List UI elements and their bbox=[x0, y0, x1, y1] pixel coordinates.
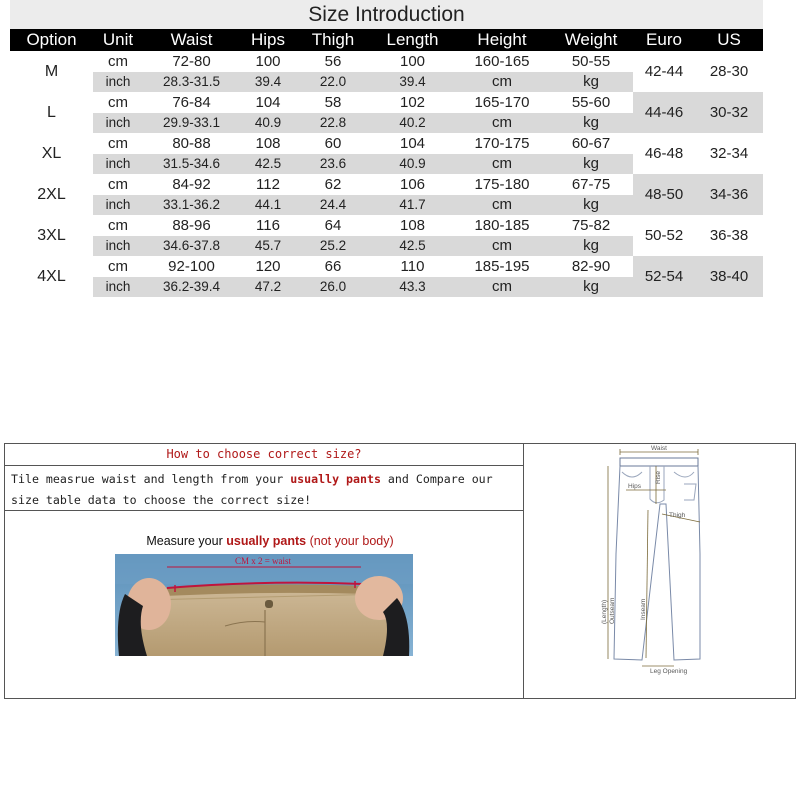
header-option: Option bbox=[10, 29, 93, 51]
cell-waist: 33.1-36.2 bbox=[143, 195, 240, 216]
cell-waist: 34.6-37.8 bbox=[143, 236, 240, 257]
cell-height: 170-175 bbox=[455, 133, 549, 154]
cell-waist: 80-88 bbox=[143, 133, 240, 154]
cell-euro: 50-52 bbox=[633, 215, 695, 256]
cell-weight: kg bbox=[549, 72, 633, 93]
diagram-rise-label: Rise bbox=[655, 470, 662, 484]
header-euro: Euro bbox=[633, 29, 695, 51]
table-row bbox=[10, 215, 763, 236]
cell-waist: 92-100 bbox=[143, 256, 240, 277]
cell-euro: 48-50 bbox=[633, 174, 695, 215]
cell-waist: 28.3-31.5 bbox=[143, 72, 240, 93]
diagram-length-label: (Length) bbox=[601, 599, 608, 624]
cell-thigh: 58 bbox=[296, 92, 370, 113]
guide-text-part-1: Tile measrue waist and length from your bbox=[11, 472, 291, 486]
pants-diagram bbox=[524, 444, 795, 699]
cell-length: 100 bbox=[370, 51, 455, 72]
table-row bbox=[10, 256, 763, 277]
cell-unit: cm bbox=[93, 51, 143, 72]
header-thigh: Thigh bbox=[296, 29, 370, 51]
header-height: Height bbox=[455, 29, 549, 51]
cell-waist: 72-80 bbox=[143, 51, 240, 72]
size-table-title: Size Introduction bbox=[10, 0, 763, 29]
table-row bbox=[10, 133, 763, 154]
measure-caption bbox=[5, 534, 535, 548]
cell-height: 165-170 bbox=[455, 92, 549, 113]
cell-unit: cm bbox=[93, 174, 143, 195]
cell-weight: kg bbox=[549, 195, 633, 216]
cell-height: cm bbox=[455, 154, 549, 175]
cell-euro: 46-48 bbox=[633, 133, 695, 174]
cell-hips: 42.5 bbox=[240, 154, 296, 175]
cell-unit: cm bbox=[93, 256, 143, 277]
guide-text-highlight: usually pants bbox=[290, 472, 381, 486]
table-row bbox=[10, 92, 763, 113]
cell-waist: 84-92 bbox=[143, 174, 240, 195]
cell-length: 104 bbox=[370, 133, 455, 154]
cell-unit: inch bbox=[93, 113, 143, 134]
cell-weight: 75-82 bbox=[549, 215, 633, 236]
cell-height: cm bbox=[455, 72, 549, 93]
size-table bbox=[10, 29, 763, 297]
cell-length: 110 bbox=[370, 256, 455, 277]
cell-thigh: 25.2 bbox=[296, 236, 370, 257]
header-hips: Hips bbox=[240, 29, 296, 51]
cell-us: 36-38 bbox=[695, 215, 763, 256]
caption-suffix: (not your body) bbox=[306, 534, 394, 548]
cell-thigh: 62 bbox=[296, 174, 370, 195]
header-weight: Weight bbox=[549, 29, 633, 51]
diagram-hips-label: Hips bbox=[628, 483, 642, 490]
cell-length: 106 bbox=[370, 174, 455, 195]
cell-length: 41.7 bbox=[370, 195, 455, 216]
cell-us: 28-30 bbox=[695, 51, 763, 92]
cell-unit: inch bbox=[93, 236, 143, 257]
cell-waist: 76-84 bbox=[143, 92, 240, 113]
cell-hips: 104 bbox=[240, 92, 296, 113]
cell-height: 175-180 bbox=[455, 174, 549, 195]
cell-length: 39.4 bbox=[370, 72, 455, 93]
cell-waist: 31.5-34.6 bbox=[143, 154, 240, 175]
cell-us: 34-36 bbox=[695, 174, 763, 215]
cell-unit: inch bbox=[93, 72, 143, 93]
cell-hips: 120 bbox=[240, 256, 296, 277]
diagram-waist-label: Waist bbox=[650, 445, 668, 452]
diagram-outseam-label: Outseam bbox=[609, 597, 616, 624]
cell-height: cm bbox=[455, 195, 549, 216]
cell-weight: kg bbox=[549, 113, 633, 134]
cell-unit: inch bbox=[93, 195, 143, 216]
cell-hips: 112 bbox=[240, 174, 296, 195]
table-header-row bbox=[10, 29, 763, 51]
cell-us: 38-40 bbox=[695, 256, 763, 297]
cell-waist: 29.9-33.1 bbox=[143, 113, 240, 134]
table-row bbox=[10, 174, 763, 195]
cell-length: 43.3 bbox=[370, 277, 455, 298]
cell-height: 185-195 bbox=[455, 256, 549, 277]
cell-height: cm bbox=[455, 113, 549, 134]
cell-length: 40.9 bbox=[370, 154, 455, 175]
pants-measurement-diagram-panel bbox=[524, 443, 796, 699]
cell-unit: cm bbox=[93, 92, 143, 113]
cell-thigh: 22.8 bbox=[296, 113, 370, 134]
cell-weight: 60-67 bbox=[549, 133, 633, 154]
cell-waist: 88-96 bbox=[143, 215, 240, 236]
cell-length: 102 bbox=[370, 92, 455, 113]
cell-hips: 44.1 bbox=[240, 195, 296, 216]
guide-heading: How to choose correct size? bbox=[5, 444, 523, 466]
cell-weight: kg bbox=[549, 277, 633, 298]
cell-weight: kg bbox=[549, 154, 633, 175]
cell-hips: 47.2 bbox=[240, 277, 296, 298]
cell-height: 160-165 bbox=[455, 51, 549, 72]
size-option: M bbox=[10, 51, 93, 92]
cell-thigh: 23.6 bbox=[296, 154, 370, 175]
header-unit: Unit bbox=[93, 29, 143, 51]
cell-thigh: 26.0 bbox=[296, 277, 370, 298]
cell-unit: cm bbox=[93, 215, 143, 236]
diagram-thigh-label: Thigh bbox=[669, 512, 686, 519]
cell-euro: 44-46 bbox=[633, 92, 695, 133]
cell-hips: 108 bbox=[240, 133, 296, 154]
header-us: US bbox=[695, 29, 763, 51]
cell-length: 40.2 bbox=[370, 113, 455, 134]
cell-unit: cm bbox=[93, 133, 143, 154]
cell-weight: kg bbox=[549, 236, 633, 257]
caption-highlight: usually pants bbox=[226, 534, 307, 548]
measure-photo-label: CM x 2 = waist bbox=[234, 556, 292, 566]
pants-outline-icon bbox=[614, 458, 700, 660]
guide-instructions bbox=[5, 466, 523, 511]
cell-euro: 42-44 bbox=[633, 51, 695, 92]
cell-thigh: 60 bbox=[296, 133, 370, 154]
size-option: 4XL bbox=[10, 256, 93, 297]
cell-us: 32-34 bbox=[695, 133, 763, 174]
cell-thigh: 24.4 bbox=[296, 195, 370, 216]
size-option: 3XL bbox=[10, 215, 93, 256]
size-option: XL bbox=[10, 133, 93, 174]
cell-waist: 36.2-39.4 bbox=[143, 277, 240, 298]
diagram-leg-opening-label: Leg Opening bbox=[650, 668, 688, 675]
guide-text-part-2: and Compare our size table data to choose the correct size! bbox=[11, 472, 493, 507]
size-option: 2XL bbox=[10, 174, 93, 215]
cell-thigh: 22.0 bbox=[296, 72, 370, 93]
how-to-choose-panel bbox=[4, 443, 524, 699]
cell-hips: 40.9 bbox=[240, 113, 296, 134]
table-row bbox=[10, 51, 763, 72]
diagram-inseam-label: Inseam bbox=[640, 598, 647, 620]
measure-pants-photo bbox=[115, 554, 413, 656]
cell-hips: 100 bbox=[240, 51, 296, 72]
cell-hips: 116 bbox=[240, 215, 296, 236]
cell-height: 180-185 bbox=[455, 215, 549, 236]
header-length: Length bbox=[370, 29, 455, 51]
cell-weight: 82-90 bbox=[549, 256, 633, 277]
cell-unit: inch bbox=[93, 154, 143, 175]
cell-hips: 39.4 bbox=[240, 72, 296, 93]
cell-weight: 67-75 bbox=[549, 174, 633, 195]
size-option: L bbox=[10, 92, 93, 133]
header-waist: Waist bbox=[143, 29, 240, 51]
cell-height: cm bbox=[455, 277, 549, 298]
cell-weight: 55-60 bbox=[549, 92, 633, 113]
cell-hips: 45.7 bbox=[240, 236, 296, 257]
cell-thigh: 64 bbox=[296, 215, 370, 236]
cell-length: 108 bbox=[370, 215, 455, 236]
cell-unit: inch bbox=[93, 277, 143, 298]
cell-euro: 52-54 bbox=[633, 256, 695, 297]
cell-length: 42.5 bbox=[370, 236, 455, 257]
cell-thigh: 56 bbox=[296, 51, 370, 72]
cell-weight: 50-55 bbox=[549, 51, 633, 72]
cell-thigh: 66 bbox=[296, 256, 370, 277]
cell-us: 30-32 bbox=[695, 92, 763, 133]
caption-prefix: Measure your bbox=[146, 534, 227, 548]
cell-height: cm bbox=[455, 236, 549, 257]
